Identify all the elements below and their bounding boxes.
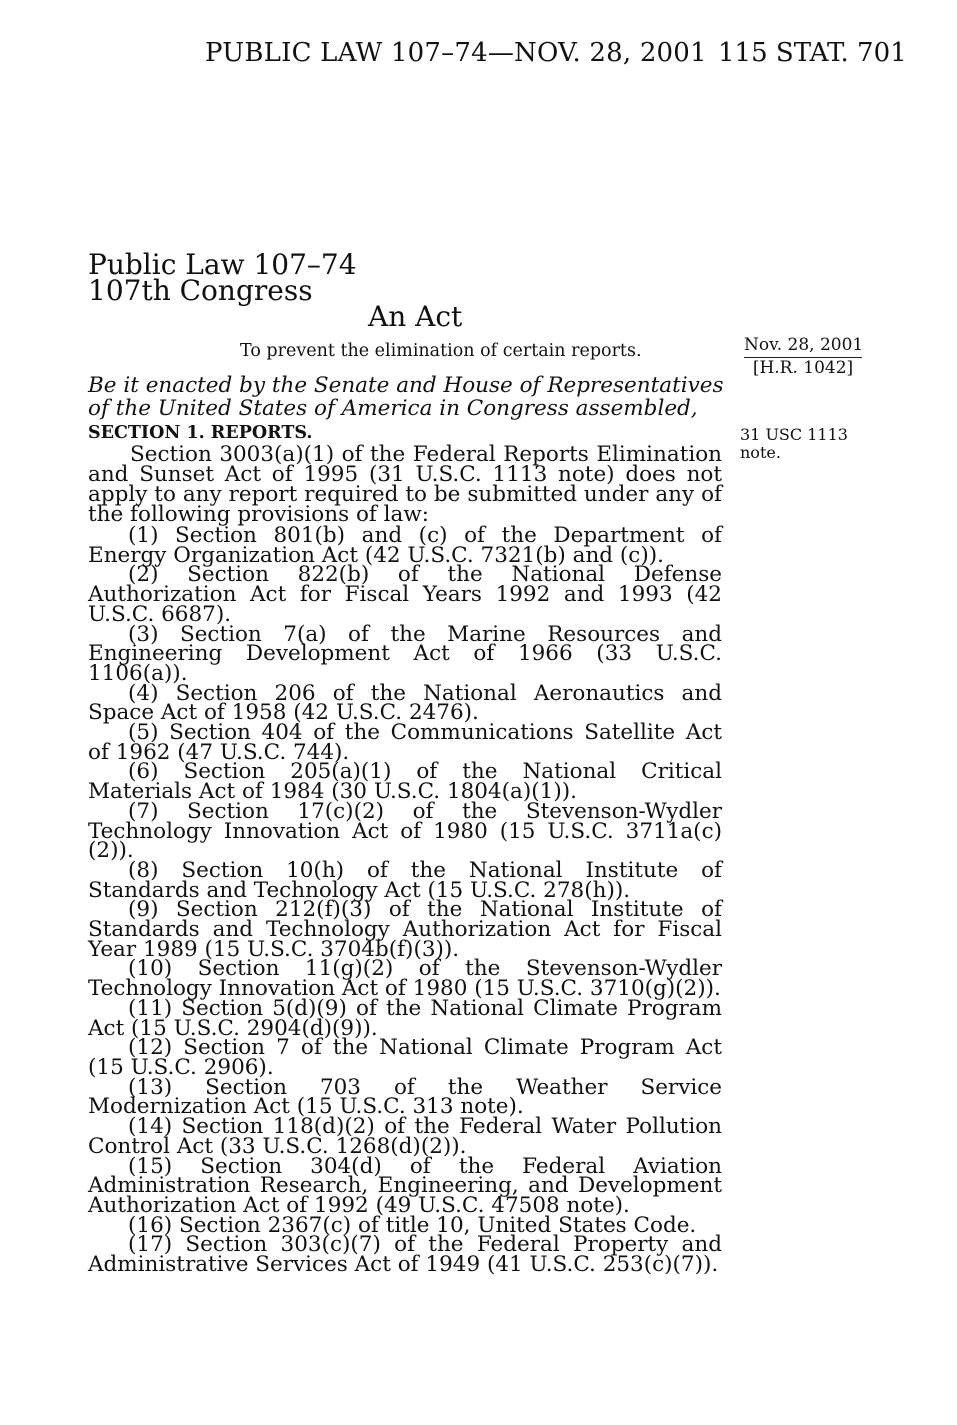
provision-item: (6) Section 205(a)(1) of the National Critical Materials Act of 1984 (30 U.S.C. 1804(a)(1)). — [88, 759, 722, 805]
enacting-clause: Be it enacted by the Senate and House of Representatives of the United States of America in Congress assembled, — [88, 373, 724, 421]
provision-item: (4) Section 206 of the National Aeronautics and Space Act of 1958 (42 U.S.C. 2476). — [88, 680, 722, 726]
section-heading: SECTION 1. REPORTS. — [88, 423, 313, 443]
provision-item: (11) Section 5(d)(9) of the National Climate Program Act (15 U.S.C. 2904(d)(9)). — [88, 995, 722, 1041]
provision-item: (8) Section 10(h) of the National Institute of Standards and Technology Act (15 U.S.C. 278(h)). — [88, 857, 722, 903]
provision-item: (5) Section 404 of the Communications Satellite Act of 1962 (47 U.S.C. 744). — [88, 720, 722, 765]
provision-item: (14) Section 118(d)(2) of the Federal Water Pollution Control Act (33 U.S.C. 1268(d)(2)). — [88, 1114, 722, 1159]
congress-label: 107th Congress — [88, 274, 313, 307]
statute-page-number: 115 STAT. 701 — [718, 38, 907, 68]
provision-item: (1) Section 801(b) and (c) of the Department of Energy Organization Act (42 U.S.C. 7321(b) and (c)). — [88, 523, 722, 568]
act-purpose: To prevent the elimination of certain reports. — [240, 341, 642, 361]
approval-date-note: Nov. 28, 2001 — [744, 335, 862, 358]
act-heading: An Act — [368, 300, 463, 333]
provision-item: (13) Section 703 of the Weather Service Modernization Act (15 U.S.C. 313 note). — [88, 1074, 722, 1120]
public-law-title: Public Law 107–74 — [88, 248, 357, 281]
provision-item: (9) Section 212(f)(3) of the National Institute of Standards and Technology Authorization Act for Fiscal Year 1989 (15 U.S.C. 3704b(f)(3)). — [88, 897, 722, 962]
provision-item: (15) Section 304(d) of the Federal Aviation Administration Research, Engineering, and Development Authorization Act of 1992 (49 U.S.C. 47508 note). — [88, 1153, 722, 1218]
provision-item: (3) Section 7(a) of the Marine Resources and Engineering Development Act of 1966 (33 U.S.C. 1106(a)). — [88, 621, 722, 686]
provision-item: (2) Section 822(b) of the National Defense Authorization Act for Fiscal Years 1992 and 1993 (42 U.S.C. 6687). — [88, 562, 722, 627]
bill-number-note: [H.R. 1042] — [752, 358, 854, 378]
provisions-list — [88, 523, 722, 1278]
running-header: PUBLIC LAW 107–74—NOV. 28, 2001 — [205, 38, 707, 68]
provision-item: (17) Section 303(c)(7) of the Federal Property and Administrative Services Act of 1949 (41 U.S.C. 253(c)(7)). — [88, 1232, 722, 1278]
provision-item: (10) Section 11(g)(2) of the Stevenson-Wydler Technology Innovation Act of 1980 (15 U.S.C. 3710(g)(2)). — [88, 956, 722, 1002]
provision-item: (16) Section 2367(c) of title 10, United States Code. — [128, 1212, 697, 1238]
provision-item: (7) Section 17(c)(2) of the Stevenson-Wydler Technology Innovation Act of 1980 (15 U.S.C. 3711a(c)(2)). — [88, 798, 722, 864]
citation-margin-note: 31 USC 1113 note. — [740, 425, 848, 462]
provision-item: (12) Section 7 of the National Climate Program Act (15 U.S.C. 2906). — [88, 1035, 722, 1080]
section-lead-paragraph: Section 3003(a)(1) of the Federal Reports Elimination and Sunset Act of 1995 (31 U.S.C. 1113 note) does not apply to any report required to be submitted under any of the following provisions of law: — [88, 442, 722, 527]
